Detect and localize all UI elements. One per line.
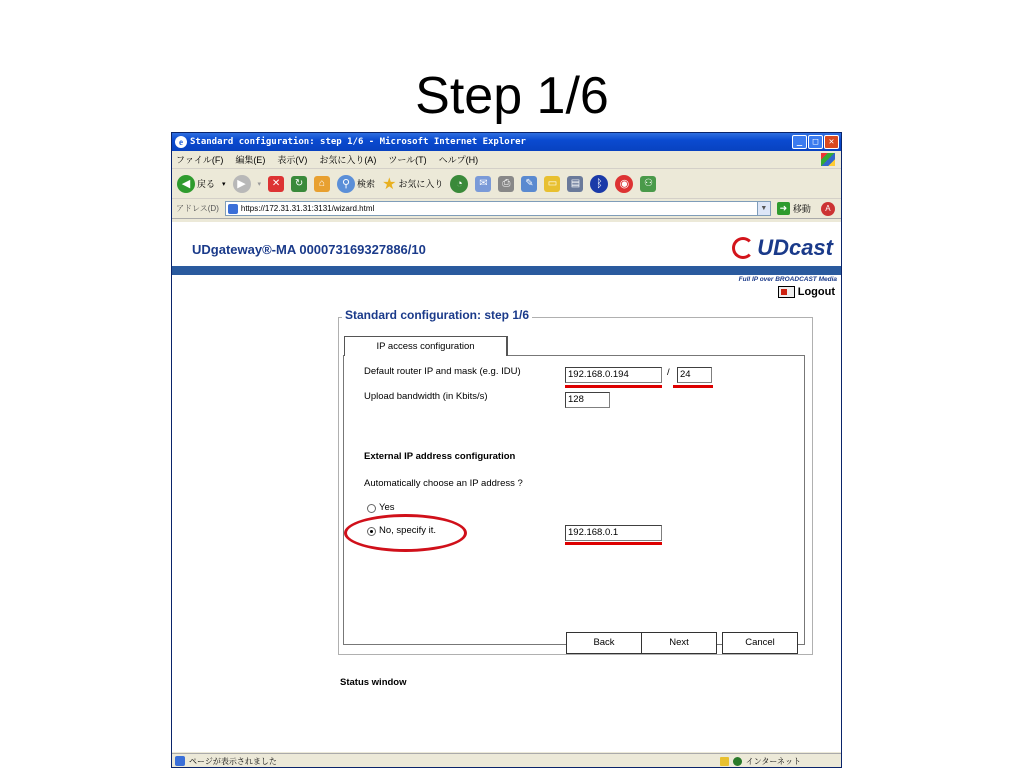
device-title: UDgateway®-MA 000073169327886/10 [192, 242, 426, 257]
udcast-logo [732, 235, 833, 261]
close-button[interactable]: ✕ [824, 135, 839, 149]
router-mask-underline [673, 385, 713, 388]
highlight-ellipse [344, 514, 467, 552]
brand-name: UDcast [757, 235, 833, 260]
forward-arrow-icon[interactable]: ▶ [233, 175, 251, 193]
logout-button[interactable] [778, 286, 835, 298]
status-bar [172, 753, 841, 768]
title-bar [172, 133, 841, 151]
specified-ip-field[interactable]: 192.168.0.1 [565, 525, 662, 541]
favorites-star-icon[interactable]: ★ [382, 175, 397, 193]
back-button[interactable]: Back [566, 632, 642, 654]
tab-ip-access[interactable]: IP access configuration [344, 336, 507, 356]
section-title: Standard configuration: step 1/6 [342, 308, 532, 322]
research-icon[interactable]: ▤ [567, 176, 583, 192]
back-arrow-icon[interactable]: ◀ [177, 175, 195, 193]
lock-icon [720, 757, 729, 766]
stop-icon[interactable]: ✕ [268, 176, 284, 192]
bandwidth-field[interactable]: 128 [565, 392, 610, 408]
users-icon[interactable]: ⚇ [640, 176, 656, 192]
url-text[interactable]: https://172.31.31.31:3131/wizard.html [240, 204, 375, 213]
acrobat-icon[interactable]: A [821, 202, 835, 216]
menu-tools[interactable]: ツール(T) [388, 155, 427, 165]
address-dropdown-icon[interactable]: ▼ [757, 201, 771, 216]
menu-edit[interactable]: 編集(E) [235, 155, 266, 165]
slide-title: Step 1/6 [415, 67, 609, 125]
radio-yes[interactable] [367, 504, 376, 513]
toolbar [172, 169, 841, 199]
go-label: 移動 [792, 204, 811, 214]
udcast-ring-icon [732, 237, 754, 259]
bandwidth-label: Upload bandwidth (in Kbits/s) [364, 391, 488, 402]
cancel-button[interactable]: Cancel [722, 632, 798, 654]
zone-text: インターネット [745, 756, 801, 766]
router-ip-underline [565, 385, 662, 388]
internet-zone-icon [733, 757, 742, 766]
page-loaded-icon [175, 756, 185, 766]
address-label: アドレス(D) [176, 204, 219, 213]
window-title: Standard configuration: step 1/6 - Microsoft Internet Explorer [190, 137, 526, 147]
url-input[interactable] [225, 201, 771, 216]
print-icon[interactable]: ⎙ [498, 176, 514, 192]
external-ip-heading: External IP address configuration [364, 451, 516, 462]
menu-view[interactable]: 表示(V) [277, 155, 308, 165]
ie-logo-icon: e [175, 136, 187, 148]
router-ip-field[interactable]: 192.168.0.194 [565, 367, 662, 383]
back-dropdown-icon[interactable]: ▾ [222, 180, 226, 188]
address-bar [172, 199, 841, 219]
mask-separator: / [667, 367, 670, 378]
specified-ip-underline [565, 542, 662, 545]
windows-logo-icon [821, 153, 835, 166]
refresh-icon[interactable]: ↻ [291, 176, 307, 192]
browser-window [171, 132, 842, 768]
maximize-button[interactable]: □ [808, 135, 823, 149]
radio-yes-label[interactable]: Yes [379, 502, 395, 513]
status-window-label: Status window [340, 677, 407, 688]
brand-tagline: Full IP over BROADCAST Media [738, 276, 837, 283]
menu-help[interactable]: ヘルプ(H) [438, 155, 479, 165]
router-mask-field[interactable]: 24 [677, 367, 712, 383]
minimize-button[interactable]: _ [792, 135, 807, 149]
back-button-label[interactable]: 戻る [197, 179, 216, 189]
bluetooth-icon[interactable]: ᛒ [590, 175, 608, 193]
messenger-icon[interactable]: ◉ [615, 175, 633, 193]
favorites-button-label[interactable]: お気に入り [398, 179, 444, 189]
status-text: ページが表示されました [189, 756, 277, 766]
page-icon [228, 204, 238, 214]
radio-no-label[interactable]: No, specify it. [379, 525, 437, 536]
header-band [172, 266, 841, 275]
logout-label: Logout [797, 286, 835, 298]
go-arrow-icon: ➜ [777, 202, 790, 215]
menu-favorites[interactable]: お気に入り(A) [319, 155, 377, 165]
forward-dropdown-icon[interactable]: ▾ [257, 180, 262, 188]
home-icon[interactable]: ⌂ [314, 176, 330, 192]
folder-icon[interactable]: ▭ [544, 176, 560, 192]
mail-icon[interactable]: ✉ [475, 176, 491, 192]
menu-bar [172, 151, 841, 169]
edit-icon[interactable]: ✎ [521, 176, 537, 192]
search-icon[interactable]: ⚲ [337, 175, 355, 193]
logout-icon [778, 286, 795, 298]
auto-ip-question: Automatically choose an IP address ? [364, 478, 523, 489]
router-label: Default router IP and mask (e.g. IDU) [364, 366, 521, 377]
page-content [172, 222, 841, 752]
menu-file[interactable]: ファイル(F) [176, 155, 224, 165]
next-button[interactable]: Next [641, 632, 717, 654]
history-icon[interactable]: ◔ [450, 175, 468, 193]
search-button-label[interactable]: 検索 [357, 179, 376, 189]
go-button[interactable] [777, 202, 811, 215]
